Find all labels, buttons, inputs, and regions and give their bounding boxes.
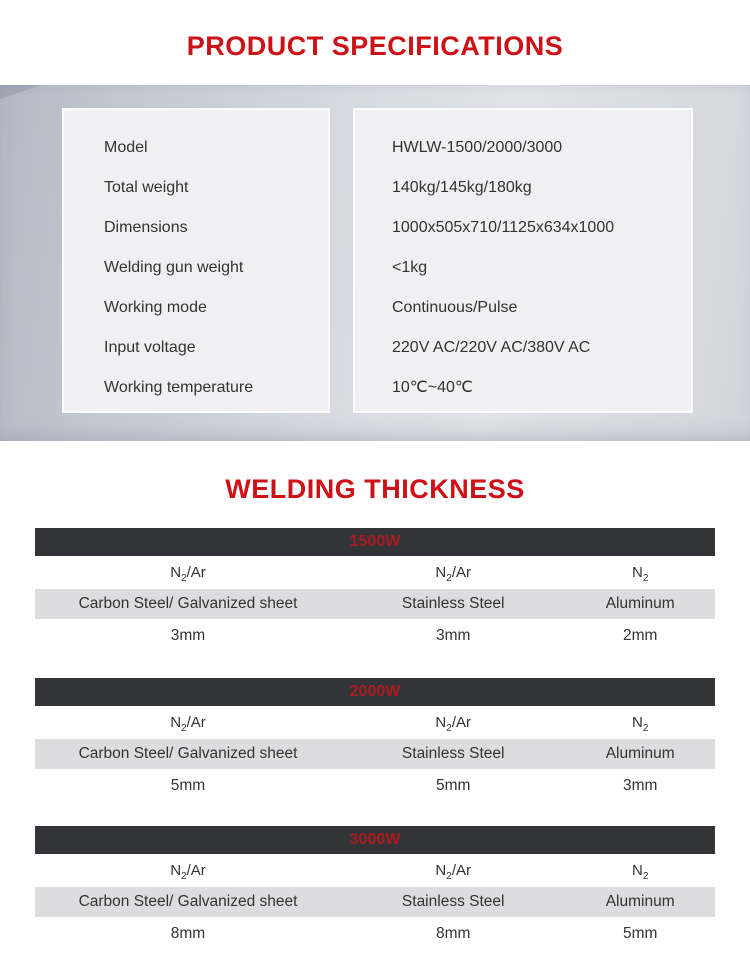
thickness-table-3000w xyxy=(35,826,715,950)
spec-value: 1000x505x710/1125x634x1000 xyxy=(392,219,615,236)
thickness-cell: 5mm xyxy=(435,777,471,794)
gas-cell: $N_2$ xyxy=(631,714,649,734)
power-header: 1500W xyxy=(35,528,715,556)
material-row xyxy=(35,739,715,769)
thickness-row xyxy=(35,917,715,950)
material-row xyxy=(35,887,715,917)
material-row xyxy=(35,589,715,619)
spec-label: Total weight xyxy=(104,179,189,196)
thickness-cell: 5mm xyxy=(622,925,658,942)
gas-cell: $N_2/Ar$ xyxy=(170,862,206,882)
thickness-cell: 2mm xyxy=(622,627,658,644)
spec-label: Welding gun weight xyxy=(104,259,244,276)
material-cell: Stainless Steel xyxy=(401,745,505,762)
gas-row xyxy=(35,706,715,739)
spec-label: Dimensions xyxy=(104,219,188,236)
spec-values-panel xyxy=(353,108,693,413)
spec-value: 140kg/145kg/180kg xyxy=(392,179,532,196)
thickness-cell: 5mm xyxy=(170,777,206,794)
material-cell: Stainless Steel xyxy=(401,893,505,910)
gas-cell: $N_2/Ar$ xyxy=(435,714,471,734)
page-title: PRODUCT SPECIFICATIONS xyxy=(186,31,564,61)
spec-value: Continuous/Pulse xyxy=(392,299,518,316)
band-corner-accent xyxy=(0,85,42,99)
section-title-welding-thickness: WELDING THICKNESS xyxy=(225,474,525,504)
gas-cell: $N_2/Ar$ xyxy=(170,714,206,734)
thickness-row xyxy=(35,619,715,652)
thickness-cell: 3mm xyxy=(435,627,471,644)
gas-cell: $N_2/Ar$ xyxy=(435,862,471,882)
power-header: 2000W xyxy=(35,678,715,706)
spec-label: Working mode xyxy=(104,299,207,316)
material-cell: Stainless Steel xyxy=(401,595,505,612)
power-header: 3000W xyxy=(35,826,715,854)
material-cell: Aluminum xyxy=(605,893,675,910)
spec-value: 220V AC/220V AC/380V AC xyxy=(392,339,591,356)
spec-value: 10℃~40℃ xyxy=(392,379,473,396)
material-cell: Aluminum xyxy=(605,595,675,612)
material-cell: Carbon Steel/ Galvanized sheet xyxy=(78,595,298,612)
spec-band xyxy=(0,85,750,441)
thickness-row xyxy=(35,769,715,802)
material-cell: Aluminum xyxy=(605,745,675,762)
gas-row xyxy=(35,854,715,887)
gas-cell: $N_2/Ar$ xyxy=(170,564,206,584)
material-cell: Carbon Steel/ Galvanized sheet xyxy=(78,745,298,762)
gas-row xyxy=(35,556,715,589)
gas-cell: $N_2$ xyxy=(631,862,649,882)
thickness-cell: 3mm xyxy=(170,627,206,644)
spec-value: <1kg xyxy=(392,259,428,276)
spec-label: Model xyxy=(104,139,148,156)
gas-cell: $N_2/Ar$ xyxy=(435,564,471,584)
thickness-table-2000w xyxy=(35,678,715,802)
material-cell: Carbon Steel/ Galvanized sheet xyxy=(78,893,298,910)
thickness-cell: 3mm xyxy=(622,777,658,794)
thickness-cell: 8mm xyxy=(435,925,471,942)
spec-labels-panel xyxy=(62,108,330,413)
spec-label: Input voltage xyxy=(104,339,196,356)
thickness-table-1500w xyxy=(35,528,715,652)
thickness-cell: 8mm xyxy=(170,925,206,942)
spec-label: Working temperature xyxy=(104,379,254,396)
spec-value: HWLW-1500/2000/3000 xyxy=(392,139,563,156)
gas-cell: $N_2$ xyxy=(631,564,649,584)
